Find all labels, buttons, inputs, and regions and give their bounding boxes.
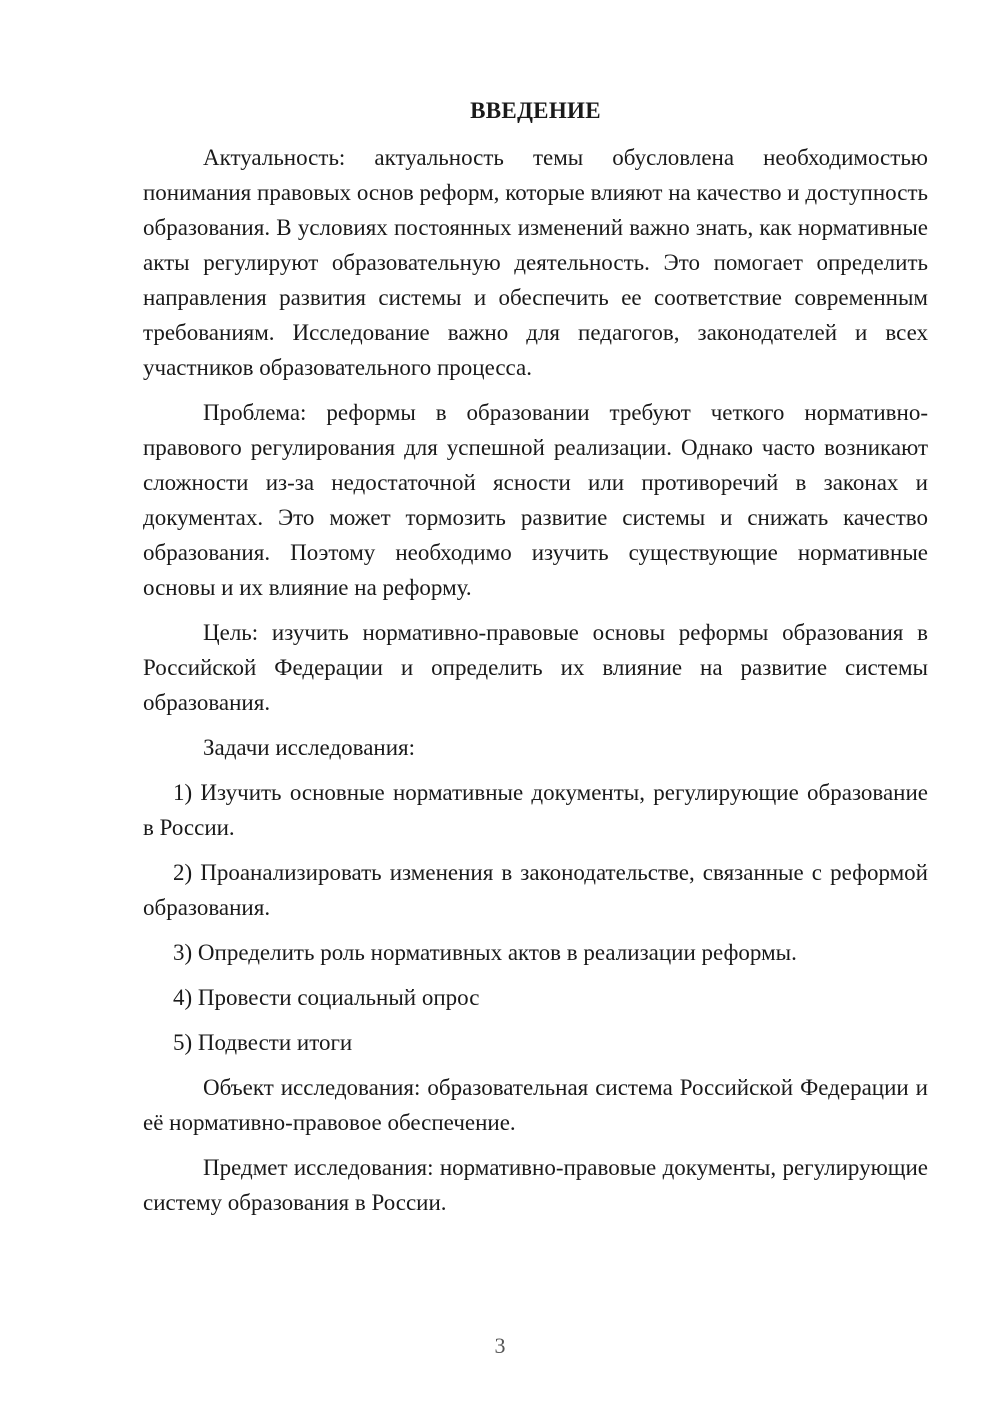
- task-item-2: 2) Проанализировать изменения в законодательстве, связанные с реформой образования.: [143, 860, 928, 920]
- tasks-heading: Задачи исследования:: [203, 735, 416, 760]
- task-item-5: 5) Подвести итоги: [173, 1030, 353, 1055]
- page-content: [143, 96, 928, 1230]
- problem-paragraph: Проблема: реформы в образовании требуют четкого нормативно-правового регулирования для успешной реализации. Однако часто возникают сложности из-за недостаточной ясности или противоречий в законах и документах. Это может тормозить развитие системы и снижать качество образования. Поэтому необходимо изучить существующие нормативные основы и их влияние на реформу.: [143, 400, 928, 600]
- subject-paragraph: Предмет исследования: нормативно-правовые документы, регулирующие систему образования в России.: [143, 1155, 928, 1215]
- goal-paragraph: Цель: изучить нормативно-правовые основы реформы образования в Российской Федерации и определить их влияние на развитие системы образования.: [143, 620, 928, 715]
- task-item-3: 3) Определить роль нормативных актов в реализации реформы.: [173, 940, 797, 965]
- object-paragraph: Объект исследования: образовательная система Российской Федерации и её нормативно-правовое обеспечение.: [143, 1075, 928, 1135]
- relevance-paragraph: Актуальность: актуальность темы обусловлена необходимостью понимания правовых основ реформ, которые влияют на качество и доступность образования. В условиях постоянных изменений важно знать, как нормативные акты регулируют образовательную деятельность. Это помогает определить направления развития системы и обеспечить ее соответствие современным требованиям. Исследование важно для педагогов, законодателей и всех участников образовательного процесса.: [143, 145, 928, 380]
- task-item-1: 1) Изучить основные нормативные документы, регулирующие образование в России.: [143, 780, 928, 840]
- page-number: 3: [494, 1333, 506, 1358]
- task-item-4: 4) Провести социальный опрос: [173, 985, 480, 1010]
- section-title: ВВЕДЕНИЕ: [470, 98, 601, 123]
